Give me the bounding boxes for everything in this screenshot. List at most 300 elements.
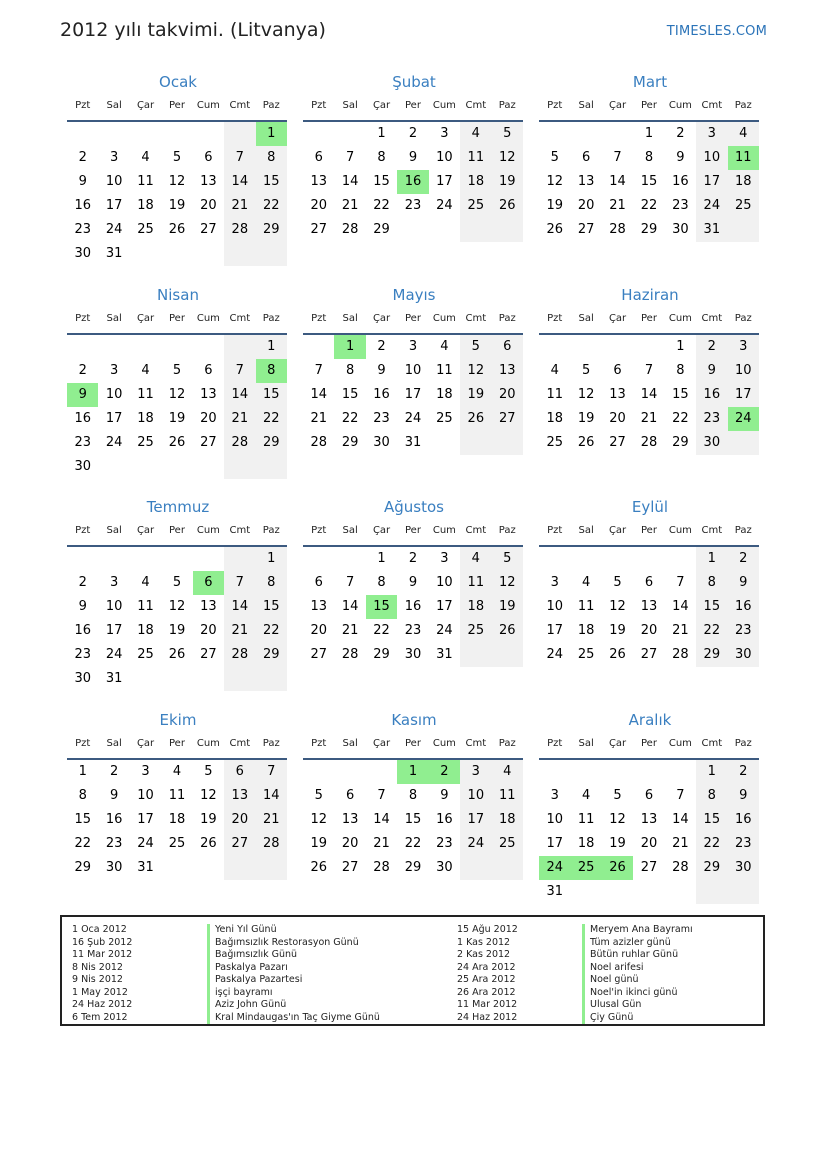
day-cell: 26 — [492, 619, 523, 643]
day-cell: 5 — [581, 363, 591, 378]
weekday-header: Sal — [98, 307, 129, 335]
day-cell: 12 — [546, 174, 563, 189]
empty-cell — [602, 335, 633, 359]
day-cell: 2 — [109, 764, 119, 779]
weekday-header: Sal — [334, 307, 365, 335]
day-cell: 19 — [492, 595, 523, 619]
day-cell: 1 — [377, 126, 386, 141]
day-cell: 20 — [224, 808, 255, 832]
holiday-date: 11 Mar 2012 — [72, 949, 133, 960]
weekday-header: Çar — [366, 519, 397, 547]
day-cell: 15 — [373, 174, 390, 189]
day-cell: 17 — [436, 174, 453, 189]
weekday-header: Paz — [492, 94, 523, 122]
holiday-date: 15 Ağu 2012 — [457, 924, 518, 935]
empty-cell — [665, 760, 696, 784]
day-cell: 4 — [141, 575, 150, 590]
day-cell: 4 — [492, 760, 523, 784]
day-cell: 18 — [137, 411, 154, 426]
day-cell: 25 — [546, 435, 563, 450]
day-cell: 11 — [577, 599, 595, 614]
empty-cell — [602, 122, 633, 146]
day-cell: 30 — [74, 246, 91, 261]
weekday-header: Çar — [130, 94, 161, 122]
empty-cell — [224, 547, 255, 571]
holiday-name: Noel arifesi — [582, 962, 693, 975]
day-cell: 18 — [460, 595, 491, 619]
day-cell: 30 — [728, 643, 759, 667]
day-cell: 12 — [609, 812, 626, 827]
holiday-day: 9 — [67, 383, 98, 407]
day-cell: 19 — [492, 170, 523, 194]
day-cell: 19 — [168, 411, 186, 426]
month-3 — [67, 283, 289, 479]
holiday-date: 8 Nis 2012 — [72, 961, 123, 973]
day-cell: 10 — [546, 599, 563, 614]
day-cell: 17 — [546, 623, 563, 638]
day-cell: 24 — [105, 222, 123, 237]
weekday-header: Pzt — [303, 94, 334, 122]
day-cell: 24 — [105, 647, 123, 662]
day-cell: 6 — [581, 150, 591, 165]
empty-cell — [602, 880, 633, 904]
day-cell: 29 — [256, 643, 287, 667]
day-cell: 22 — [672, 411, 689, 426]
day-cell: 27 — [310, 222, 327, 237]
day-cell: 29 — [404, 860, 422, 875]
day-cell: 20 — [640, 836, 658, 851]
weekday-header: Paz — [256, 94, 287, 122]
empty-cell — [570, 122, 601, 146]
weekday-header: Sal — [570, 732, 601, 760]
day-cell: 25 — [137, 647, 154, 662]
day-cell: 29 — [696, 856, 727, 880]
day-cell: 3 — [460, 760, 491, 784]
holiday-name: Paskalya Pazarı — [207, 962, 380, 975]
day-cell: 5 — [613, 575, 622, 590]
weekday-header: Paz — [256, 307, 287, 335]
day-cell: 21 — [640, 411, 658, 426]
day-cell: 14 — [256, 784, 287, 808]
day-cell: 15 — [341, 387, 359, 402]
empty-cell — [193, 667, 224, 691]
day-cell: 7 — [345, 150, 355, 165]
day-cell: 29 — [373, 222, 390, 237]
day-cell: 9 — [676, 150, 685, 165]
holiday-day: 11 — [728, 146, 759, 170]
day-cell: 27 — [492, 407, 523, 431]
day-cell: 3 — [109, 150, 119, 165]
day-cell: 21 — [256, 808, 287, 832]
day-cell: 4 — [581, 788, 591, 803]
day-cell: 16 — [404, 599, 422, 614]
day-cell: 27 — [200, 435, 217, 450]
holiday-name: Bağımsızlık Restorasyon Günü — [207, 937, 380, 950]
day-cell: 2 — [408, 551, 418, 566]
weekday-header: Sal — [334, 94, 365, 122]
day-cell: 16 — [74, 623, 91, 638]
day-cell: 4 — [460, 547, 491, 571]
weekday-header: Çar — [366, 94, 397, 122]
holiday-date: 25 Ara 2012 — [457, 974, 516, 985]
day-cell: 3 — [109, 363, 119, 378]
day-cell: 29 — [256, 431, 287, 455]
holiday-name: Yeni Yıl Günü — [207, 924, 380, 937]
day-cell: 7 — [644, 363, 654, 378]
day-cell: 19 — [546, 198, 563, 213]
day-cell: 28 — [224, 431, 255, 455]
day-cell: 12 — [492, 571, 523, 595]
day-cell: 5 — [492, 122, 523, 146]
empty-cell — [460, 431, 491, 455]
day-cell: 3 — [109, 575, 119, 590]
holiday-date: 1 May 2012 — [72, 986, 128, 998]
weekday-header: Per — [633, 519, 664, 547]
day-cell: 9 — [408, 150, 418, 165]
day-cell: 28 — [373, 860, 390, 875]
day-cell: 9 — [78, 599, 87, 614]
empty-cell — [633, 335, 664, 359]
empty-cell — [130, 335, 161, 359]
day-cell: 13 — [492, 359, 523, 383]
day-cell: 14 — [341, 599, 359, 614]
day-cell: 18 — [137, 198, 154, 213]
day-cell: 10 — [436, 150, 453, 165]
holidays-list — [60, 915, 765, 1026]
holiday-date: 6 Tem 2012 — [72, 1011, 128, 1023]
empty-cell — [303, 335, 334, 359]
empty-cell — [602, 760, 633, 784]
empty-cell — [539, 122, 570, 146]
empty-cell — [224, 335, 255, 359]
day-cell: 15 — [256, 595, 287, 619]
day-cell: 27 — [200, 222, 217, 237]
day-cell: 5 — [492, 547, 523, 571]
day-cell: 1 — [696, 760, 727, 784]
empty-cell — [98, 547, 129, 571]
holiday-name: Noel'in ikinci günü — [582, 987, 693, 1000]
empty-cell — [130, 667, 161, 691]
month-name: Ağustos — [384, 498, 444, 516]
day-cell: 5 — [172, 575, 182, 590]
month-grid — [67, 732, 289, 880]
day-cell: 10 — [105, 387, 123, 402]
holiday-name: Aziz John Günü — [207, 999, 380, 1012]
weekday-header: Cum — [665, 519, 696, 547]
day-cell: 23 — [74, 222, 91, 237]
empty-cell — [303, 547, 334, 571]
day-cell: 8 — [78, 788, 87, 803]
holiday-day: 24 — [539, 856, 570, 880]
weekday-header: Per — [397, 732, 428, 760]
day-cell: 13 — [640, 599, 658, 614]
month-name: Mart — [632, 73, 668, 91]
empty-cell — [303, 760, 334, 784]
day-cell: 16 — [74, 198, 91, 213]
day-cell: 10 — [404, 363, 422, 378]
day-cell: 8 — [644, 150, 654, 165]
day-cell: 24 — [546, 647, 563, 662]
weekday-header: Cmt — [224, 732, 255, 760]
weekday-header: Çar — [602, 307, 633, 335]
holiday-date: 24 Haz 2012 — [72, 999, 133, 1010]
day-cell: 1 — [256, 547, 287, 571]
holiday-name: Bütün ruhlar Günü — [582, 949, 693, 962]
weekday-header: Cmt — [460, 732, 491, 760]
day-cell: 10 — [105, 174, 123, 189]
weekday-header: Cmt — [696, 732, 727, 760]
day-cell: 12 — [168, 387, 186, 402]
holiday-day: 6 — [193, 571, 224, 595]
day-cell: 15 — [640, 174, 658, 189]
weekday-header: Cum — [429, 94, 460, 122]
day-cell: 5 — [613, 788, 622, 803]
day-cell: 21 — [373, 836, 390, 851]
empty-cell — [429, 218, 460, 242]
month-name: Eylül — [631, 498, 669, 516]
month-grid — [539, 519, 761, 667]
day-cell: 13 — [200, 387, 217, 402]
weekday-header: Cum — [193, 519, 224, 547]
weekday-header: Pzt — [67, 307, 98, 335]
day-cell: 24 — [436, 623, 453, 638]
holiday-day: 24 — [728, 407, 759, 431]
empty-cell — [193, 335, 224, 359]
day-cell: 18 — [436, 387, 453, 402]
day-cell: 11 — [436, 363, 453, 378]
empty-cell — [224, 667, 255, 691]
day-cell: 24 — [137, 836, 154, 851]
day-cell: 31 — [546, 884, 563, 899]
day-cell: 3 — [141, 764, 150, 779]
day-cell: 24 — [105, 435, 123, 450]
weekday-header: Cmt — [224, 519, 255, 547]
day-cell: 27 — [341, 860, 359, 875]
day-cell: 21 — [672, 623, 689, 638]
empty-cell — [98, 122, 129, 146]
day-cell: 28 — [640, 435, 658, 450]
day-cell: 29 — [373, 647, 390, 662]
day-cell: 20 — [577, 198, 595, 213]
empty-cell — [256, 667, 287, 691]
day-cell: 28 — [341, 647, 359, 662]
day-cell: 14 — [640, 387, 658, 402]
day-cell: 26 — [460, 407, 491, 431]
day-cell: 27 — [310, 647, 327, 662]
site-link[interactable]: TIMESLES.COM — [666, 24, 767, 39]
holiday-names-column-1 — [207, 924, 380, 1024]
day-cell: 21 — [341, 198, 359, 213]
weekday-header: Pzt — [539, 94, 570, 122]
holiday-name: Paskalya Pazartesi — [207, 974, 380, 987]
holiday-name: Tüm azizler günü — [582, 937, 693, 950]
day-cell: 17 — [137, 812, 154, 827]
day-cell: 23 — [728, 619, 759, 643]
day-cell: 21 — [310, 411, 327, 426]
day-cell: 2 — [78, 575, 87, 590]
day-cell: 23 — [672, 198, 689, 213]
empty-cell — [728, 880, 759, 904]
day-cell: 4 — [728, 122, 759, 146]
month-10 — [303, 708, 525, 880]
day-cell: 15 — [256, 383, 287, 407]
day-cell: 14 — [609, 174, 626, 189]
day-cell: 19 — [609, 836, 626, 851]
weekday-header: Paz — [728, 94, 759, 122]
empty-cell — [570, 335, 601, 359]
day-cell: 8 — [256, 571, 287, 595]
holiday-name: Noel günü — [582, 974, 693, 987]
day-cell: 17 — [728, 383, 759, 407]
day-cell: 3 — [728, 335, 759, 359]
empty-cell — [193, 122, 224, 146]
day-cell: 9 — [728, 784, 759, 808]
weekday-header: Per — [397, 94, 428, 122]
page-title: 2012 yılı takvimi. (Litvanya) — [60, 19, 326, 41]
weekday-header: Per — [633, 307, 664, 335]
day-cell: 15 — [74, 812, 91, 827]
day-cell: 5 — [204, 764, 213, 779]
holiday-day: 8 — [256, 359, 287, 383]
day-cell: 22 — [696, 619, 727, 643]
empty-cell — [98, 335, 129, 359]
day-cell: 3 — [696, 122, 727, 146]
day-cell: 15 — [404, 812, 422, 827]
weekday-header: Per — [633, 94, 664, 122]
day-cell: 20 — [640, 623, 658, 638]
day-cell: 3 — [550, 788, 559, 803]
month-grid — [67, 307, 289, 479]
day-cell: 7 — [676, 575, 685, 590]
day-cell: 27 — [200, 647, 217, 662]
day-cell: 13 — [609, 387, 626, 402]
weekday-header: Cmt — [696, 307, 727, 335]
empty-cell — [130, 122, 161, 146]
day-cell: 19 — [460, 383, 491, 407]
day-cell: 7 — [224, 571, 255, 595]
day-cell: 14 — [672, 599, 689, 614]
day-cell: 25 — [460, 194, 491, 218]
empty-cell — [460, 218, 491, 242]
day-cell: 13 — [310, 174, 327, 189]
day-cell: 13 — [200, 599, 217, 614]
day-cell: 23 — [404, 623, 422, 638]
day-cell: 22 — [640, 198, 658, 213]
day-cell: 26 — [546, 222, 563, 237]
day-cell: 11 — [460, 571, 491, 595]
day-cell: 2 — [696, 335, 727, 359]
day-cell: 6 — [224, 760, 255, 784]
day-cell: 19 — [609, 623, 626, 638]
month-name: Mayıs — [392, 286, 436, 304]
day-cell: 23 — [105, 836, 123, 851]
day-cell: 5 — [172, 363, 182, 378]
holiday-date: 9 Nis 2012 — [72, 974, 123, 985]
holiday-date: 24 Ara 2012 — [457, 961, 516, 973]
day-cell: 17 — [105, 411, 123, 426]
holiday-date: 16 Şub 2012 — [72, 936, 133, 948]
month-9 — [67, 708, 289, 880]
day-cell: 14 — [341, 174, 359, 189]
day-cell: 8 — [408, 788, 418, 803]
day-cell: 7 — [676, 788, 685, 803]
day-cell: 2 — [78, 363, 87, 378]
weekday-header: Pzt — [67, 732, 98, 760]
empty-cell — [161, 335, 192, 359]
day-cell: 30 — [696, 431, 727, 455]
weekday-header: Cum — [429, 519, 460, 547]
holiday-day: 2 — [429, 760, 460, 784]
weekday-header: Cum — [665, 307, 696, 335]
day-cell: 28 — [672, 860, 689, 875]
month-name: Temmuz — [146, 498, 210, 516]
day-cell: 13 — [577, 174, 595, 189]
month-grid — [303, 519, 525, 667]
day-cell: 26 — [609, 647, 626, 662]
holiday-name: Bağımsızlık Günü — [207, 949, 380, 962]
day-cell: 2 — [408, 126, 418, 141]
month-grid — [539, 307, 761, 455]
day-cell: 28 — [224, 218, 255, 242]
day-cell: 11 — [137, 174, 154, 189]
holiday-date: 11 Mar 2012 — [457, 999, 518, 1010]
month-name: Ekim — [159, 711, 197, 729]
month-1 — [303, 70, 525, 242]
day-cell: 30 — [728, 856, 759, 880]
empty-cell — [602, 547, 633, 571]
day-cell: 30 — [373, 435, 390, 450]
empty-cell — [161, 667, 192, 691]
day-cell: 23 — [74, 435, 91, 450]
month-6 — [67, 495, 289, 691]
day-cell: 12 — [460, 359, 491, 383]
day-cell: 20 — [341, 836, 359, 851]
weekday-header: Pzt — [67, 519, 98, 547]
day-cell: 1 — [676, 339, 685, 354]
day-cell: 2 — [78, 150, 87, 165]
empty-cell — [98, 455, 129, 479]
day-cell: 25 — [577, 647, 595, 662]
weekday-header: Cmt — [696, 94, 727, 122]
empty-cell — [696, 880, 727, 904]
weekday-header: Cum — [665, 732, 696, 760]
day-cell: 21 — [341, 623, 359, 638]
day-cell: 16 — [74, 411, 91, 426]
holiday-day: 1 — [256, 122, 287, 146]
day-cell: 22 — [696, 832, 727, 856]
day-cell: 11 — [137, 599, 154, 614]
day-cell: 31 — [137, 860, 154, 875]
weekday-header: Çar — [130, 519, 161, 547]
empty-cell — [161, 856, 192, 880]
day-cell: 18 — [168, 812, 186, 827]
day-cell: 6 — [345, 788, 355, 803]
day-cell: 30 — [672, 222, 689, 237]
month-grid — [67, 94, 289, 266]
empty-cell — [161, 242, 192, 266]
empty-cell — [633, 547, 664, 571]
day-cell: 21 — [224, 407, 255, 431]
day-cell: 9 — [109, 788, 119, 803]
month-grid — [303, 732, 525, 880]
weekday-header: Paz — [492, 519, 523, 547]
day-cell: 20 — [200, 198, 217, 213]
holiday-day: 16 — [397, 170, 428, 194]
day-cell: 21 — [224, 619, 255, 643]
day-cell: 9 — [728, 571, 759, 595]
weekday-header: Çar — [602, 94, 633, 122]
empty-cell — [256, 242, 287, 266]
